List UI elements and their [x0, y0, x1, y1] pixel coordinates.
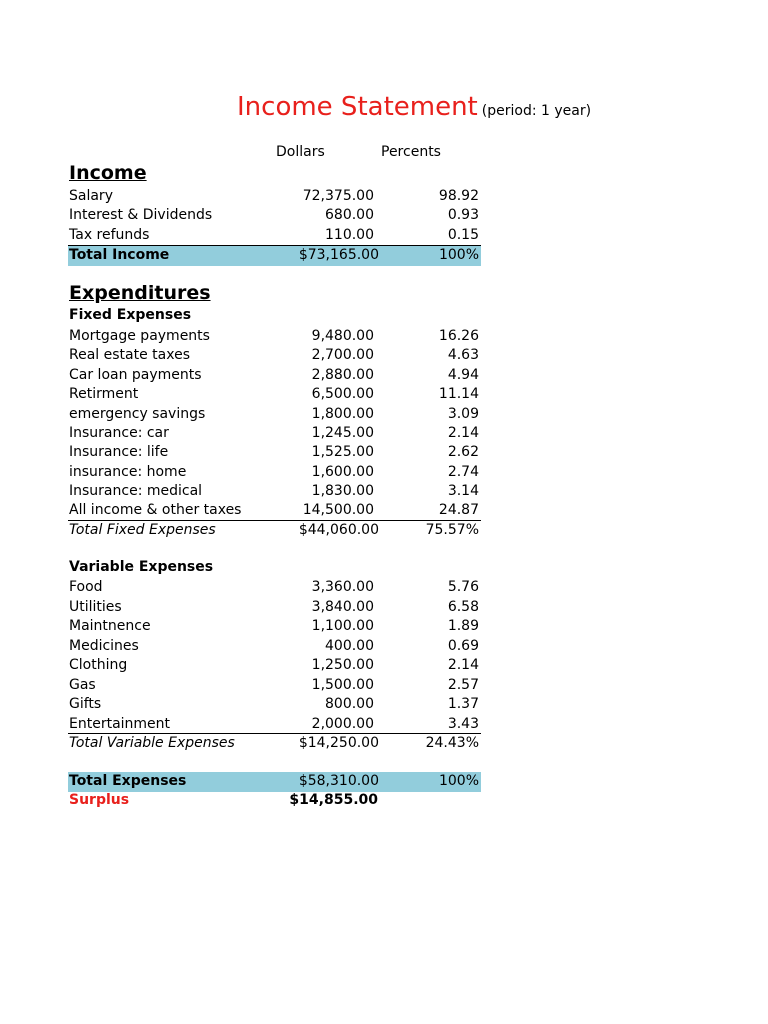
row-dollars: 1,250.00 — [311, 657, 374, 673]
row-dollars: 400.00 — [325, 638, 374, 654]
fixed-expense-row — [68, 346, 481, 366]
row-dollars: $14,250.00 — [298, 735, 379, 751]
row-label: Retirment — [69, 386, 139, 402]
row-label: Maintnence — [69, 618, 151, 634]
fixed-expense-row — [68, 463, 481, 483]
row-percent: 2.74 — [447, 464, 479, 480]
row-dollars: 6,500.00 — [311, 386, 374, 402]
row-percent: 2.62 — [447, 444, 479, 460]
row-percent: 24.87 — [438, 502, 479, 518]
row-dollars: 110.00 — [325, 227, 374, 243]
row-dollars: 2,880.00 — [311, 367, 374, 383]
row-percent: 1.89 — [447, 618, 479, 634]
row-percent: 100% — [438, 773, 479, 789]
row-dollars: 1,500.00 — [311, 677, 374, 693]
row-percent: 100% — [438, 247, 479, 263]
fixed-expense-row — [68, 327, 481, 347]
fixed-expense-row — [68, 424, 481, 444]
row-percent: 1.37 — [447, 696, 479, 712]
income-heading: Income — [69, 162, 147, 184]
variable-expense-row — [68, 578, 481, 598]
variable-expense-row — [68, 617, 481, 637]
variable-expense-row — [68, 695, 481, 715]
row-label: Insurance: car — [69, 425, 169, 441]
total-variable-expenses-row — [68, 733, 481, 754]
surplus-row — [68, 791, 481, 811]
title-period: (period: 1 year) — [481, 103, 592, 119]
fixed-expense-row — [68, 385, 481, 405]
title-text: Income Statement — [237, 92, 478, 122]
fixed-expenses-heading: Fixed Expenses — [69, 307, 192, 323]
row-percent: 3.09 — [447, 406, 479, 422]
row-dollars: 2,700.00 — [311, 347, 374, 363]
row-dollars: 3,360.00 — [311, 579, 374, 595]
row-label: Total Variable Expenses — [69, 735, 235, 751]
row-dollars: 1,245.00 — [311, 425, 374, 441]
row-dollars: 1,525.00 — [311, 444, 374, 460]
row-dollars: 1,100.00 — [311, 618, 374, 634]
surplus-value: $14,855.00 — [289, 792, 378, 808]
row-label: Real estate taxes — [69, 347, 190, 363]
row-dollars: 800.00 — [325, 696, 374, 712]
total-income-row — [68, 245, 481, 266]
row-dollars: 1,830.00 — [311, 483, 374, 499]
row-dollars: 1,800.00 — [311, 406, 374, 422]
row-label: Total Income — [69, 247, 170, 263]
expenditures-heading: Expenditures — [69, 282, 211, 304]
row-percent: 0.93 — [447, 207, 479, 223]
surplus-label: Surplus — [69, 792, 130, 808]
row-dollars: 72,375.00 — [302, 188, 374, 204]
row-percent: 75.57% — [425, 522, 479, 538]
row-label: Clothing — [69, 657, 128, 673]
row-percent: 0.15 — [447, 227, 479, 243]
column-header-percents: Percents — [381, 144, 441, 160]
row-label: insurance: home — [69, 464, 187, 480]
fixed-expense-row — [68, 501, 481, 521]
row-percent: 98.92 — [438, 188, 479, 204]
variable-expense-row — [68, 637, 481, 657]
row-dollars: 14,500.00 — [302, 502, 374, 518]
row-label: Medicines — [69, 638, 139, 654]
row-percent: 2.57 — [447, 677, 479, 693]
row-percent: 3.43 — [447, 716, 479, 732]
row-dollars: $44,060.00 — [298, 522, 379, 538]
row-percent: 24.43% — [425, 735, 479, 751]
row-label: Interest & Dividends — [69, 207, 213, 223]
row-label: Insurance: life — [69, 444, 169, 460]
row-label: Entertainment — [69, 716, 171, 732]
row-label: Gas — [69, 677, 96, 693]
row-label: Insurance: medical — [69, 483, 203, 499]
document-title — [237, 92, 591, 122]
row-percent: 16.26 — [438, 328, 479, 344]
total-expenses-row — [68, 772, 481, 792]
fixed-expense-row — [68, 443, 481, 463]
total-fixed-expenses-row — [68, 520, 481, 541]
variable-expenses-heading: Variable Expenses — [69, 559, 214, 575]
fixed-expense-row — [68, 366, 481, 386]
row-label: Total Expenses — [69, 773, 187, 789]
row-label: Tax refunds — [69, 227, 150, 243]
row-percent: 5.76 — [447, 579, 479, 595]
row-dollars: 680.00 — [325, 207, 374, 223]
row-dollars: 2,000.00 — [311, 716, 374, 732]
column-header-dollars: Dollars — [276, 144, 325, 160]
row-percent: 11.14 — [438, 386, 479, 402]
row-percent: 6.58 — [447, 599, 479, 615]
row-percent: 2.14 — [447, 425, 479, 441]
fixed-expense-row — [68, 482, 481, 502]
variable-expense-row — [68, 598, 481, 618]
row-percent: 3.14 — [447, 483, 479, 499]
row-label: Mortgage payments — [69, 328, 210, 344]
row-label: Food — [69, 579, 103, 595]
row-dollars: $73,165.00 — [298, 247, 379, 263]
row-percent: 4.94 — [447, 367, 479, 383]
row-percent: 0.69 — [447, 638, 479, 654]
row-percent: 2.14 — [447, 657, 479, 673]
row-dollars: 1,600.00 — [311, 464, 374, 480]
row-label: All income & other taxes — [69, 502, 242, 518]
row-dollars: $58,310.00 — [298, 773, 379, 789]
row-dollars: 3,840.00 — [311, 599, 374, 615]
row-label: Gifts — [69, 696, 102, 712]
row-label: Total Fixed Expenses — [69, 522, 216, 538]
variable-expense-row — [68, 676, 481, 696]
row-percent: 4.63 — [447, 347, 479, 363]
row-label: Salary — [69, 188, 113, 204]
fixed-expense-row — [68, 405, 481, 425]
row-label: Utilities — [69, 599, 122, 615]
variable-expense-row — [68, 715, 481, 735]
row-label: Car loan payments — [69, 367, 202, 383]
income-row — [68, 226, 481, 246]
income-row — [68, 206, 481, 226]
row-dollars: 9,480.00 — [311, 328, 374, 344]
row-label: emergency savings — [69, 406, 206, 422]
variable-expense-row — [68, 656, 481, 676]
income-row — [68, 187, 481, 207]
